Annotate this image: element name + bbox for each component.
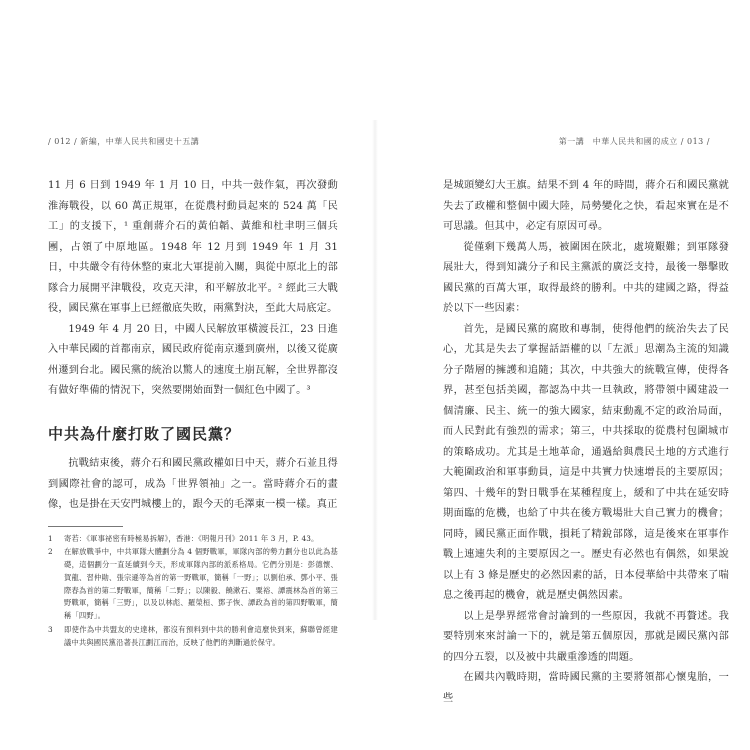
section-heading: 中共為什麼打敗了國民黨？: [48, 424, 241, 443]
footnote-text: 即使作為中共盟友的史達林，都沒有預料到中共的勝利會這麼快到來，蘇聯曾經建議中共與國民黨沿著長江劃江而治，反映了他們的判斷過於保守。: [64, 625, 338, 647]
footnote-number: 2: [48, 547, 53, 557]
right-paragraph-4: 以上是學界經常會討論到的一些原因，我就不再贅述。我要特別來來討論一下的，就是第五個原因，那就是國民黨內部的四分五裂，以及被中共嚴重滲透的問題。: [443, 610, 729, 663]
right-paragraph-3: 首先，是國民黨的腐敗和專制，使得他們的統治失去了民心，尤其是失去了掌握話語權的以「左派」思潮為主流的知識分子階層的擁護和追隨；其次，中共強大的統戰宣傳，使得各界，甚至包括美國，都認為中共一旦執政，將帶領中國建設一個清廉、民主、統一的強大國家，結束動亂不定的政治局面，而人民對此有強烈的需求；第三，中共採取的從農村包圍城市的策略成功。尤其是土地革命，通過給與農民土地的方式進行大範圍政治和軍事動員，這是中共實力快速增長的主要原因；第四、十幾年的對日戰爭在某種程度上，緩和了中共在延安時期面臨的危機，也給了中共在後方戰場壯大自己實力的機會；同時，國民黨正面作戰，損耗了精銳部隊，這是後來在軍事作戰上連連失利的主要原因之一。歷史有必然也有偶然，如果說以上有 3 條是歷史的必然因素的話，日本侵華給中共帶來了喘息之後再起的機會，就是歷史偶然因素。: [443, 323, 729, 601]
footnote-number: 3: [48, 625, 53, 635]
left-paragraph-1: 11 月 6 日到 1949 年 1 月 10 日，中共一鼓作氣，再次發動淮海戰役，以 60 萬正規軍，在從農村動員起來的 524 萬「民工」的支援下，¹ 重創蔣介石的黃伯韜、黃維和杜聿明三個兵團，占領了中原地區。1948 年 12 月到 1949 年 1 月 31 日，中共嚴令有待休整的東北大軍提前入關，與從中原北上的部隊合力展開平津戰役，攻克天津，和平解放北平。² 經此三大戰役，國民黨在軍事上已經徹底失敗，兩黨對決，至此大局底定。: [48, 180, 338, 314]
footnote-number: 1: [48, 533, 53, 543]
footnote-text: 在解放戰爭中，中共軍隊大體劃分為 4 個野戰軍，軍隊內部的勢力劃分也以此為基礎，這個劃分一直延續到今天，形成軍隊內部的派系格局。它們分別是：彭德懷、賀龍、習仲勛、張宗遜等為首的第一野戰軍，簡稱「一野」；以劉伯承、鄧小平、張際春為首的第二野戰軍，簡稱「二野」；以陳毅、饒漱石、粟裕、譚震林為首的第三野戰軍，簡稱「三野」，以及以林彪、羅榮桓、鄧子恢、譚政為首的第四野戰軍，簡稱「四野」。: [64, 547, 338, 621]
right-paragraph-1: 是城頭變幻大王旗。結果不到 4 年的時間，蔣介石和國民黨就失去了政權和整個中國大陸，局勢變化之快，看起來實在是不可思議。但其中，必定有原因可尋。: [443, 180, 729, 232]
footnote-text: 寄若：《軍事祕密有時極易拆解》，香港：《明報月刊》2011 年 3 月，P. 43。: [64, 533, 319, 543]
right-paragraph-5: 在國共內戰時期，當時國民黨的主要將領都心懷鬼胎，一些: [443, 672, 729, 704]
footnote-2: [48, 546, 338, 623]
left-running-head: / 012 / 新編，中華人民共和國史十五講: [48, 137, 200, 146]
left-paragraph-3: 抗戰結束後，蔣介石和國民黨政權如日中天，蔣介石並且得到國際社會的認可，成為「世界領袖」之一。當時蔣介石的畫像，也是掛在天安門城樓上的，跟今天的毛澤東一模一樣。真正: [48, 458, 338, 510]
footnote-1: [48, 533, 338, 546]
right-page: [375, 0, 750, 750]
right-paragraph-2: 從僅剩下幾萬人馬，被圍困在陝北，處境艱難；到軍隊發展壯大，得到知識分子和民主黨派的廣泛支持，最後一舉擊敗國民黨的百萬大軍，取得最終的勝利。中共的建國之路，得益於以下一些因素：: [443, 241, 729, 314]
left-paragraph-2: 1949 年 4 月 20 日，中國人民解放軍橫渡長江，23 日進入中華民國的首都南京，國民政府從南京遷到廣州，以後又從廣州遷到台北。國民黨的統治以驚人的速度土崩瓦解，全世界都沒有做好準備的情況下，突然要開始面對一個紅色中國了。³: [48, 323, 338, 396]
footnote-rule: [48, 526, 123, 527]
left-text-block: [48, 176, 338, 651]
footnote-3: [48, 624, 338, 650]
right-text-block: [443, 176, 729, 709]
right-running-head: 第一講 中華人民共和國的成立 / 013 /: [558, 137, 710, 146]
footnotes: [48, 533, 338, 650]
